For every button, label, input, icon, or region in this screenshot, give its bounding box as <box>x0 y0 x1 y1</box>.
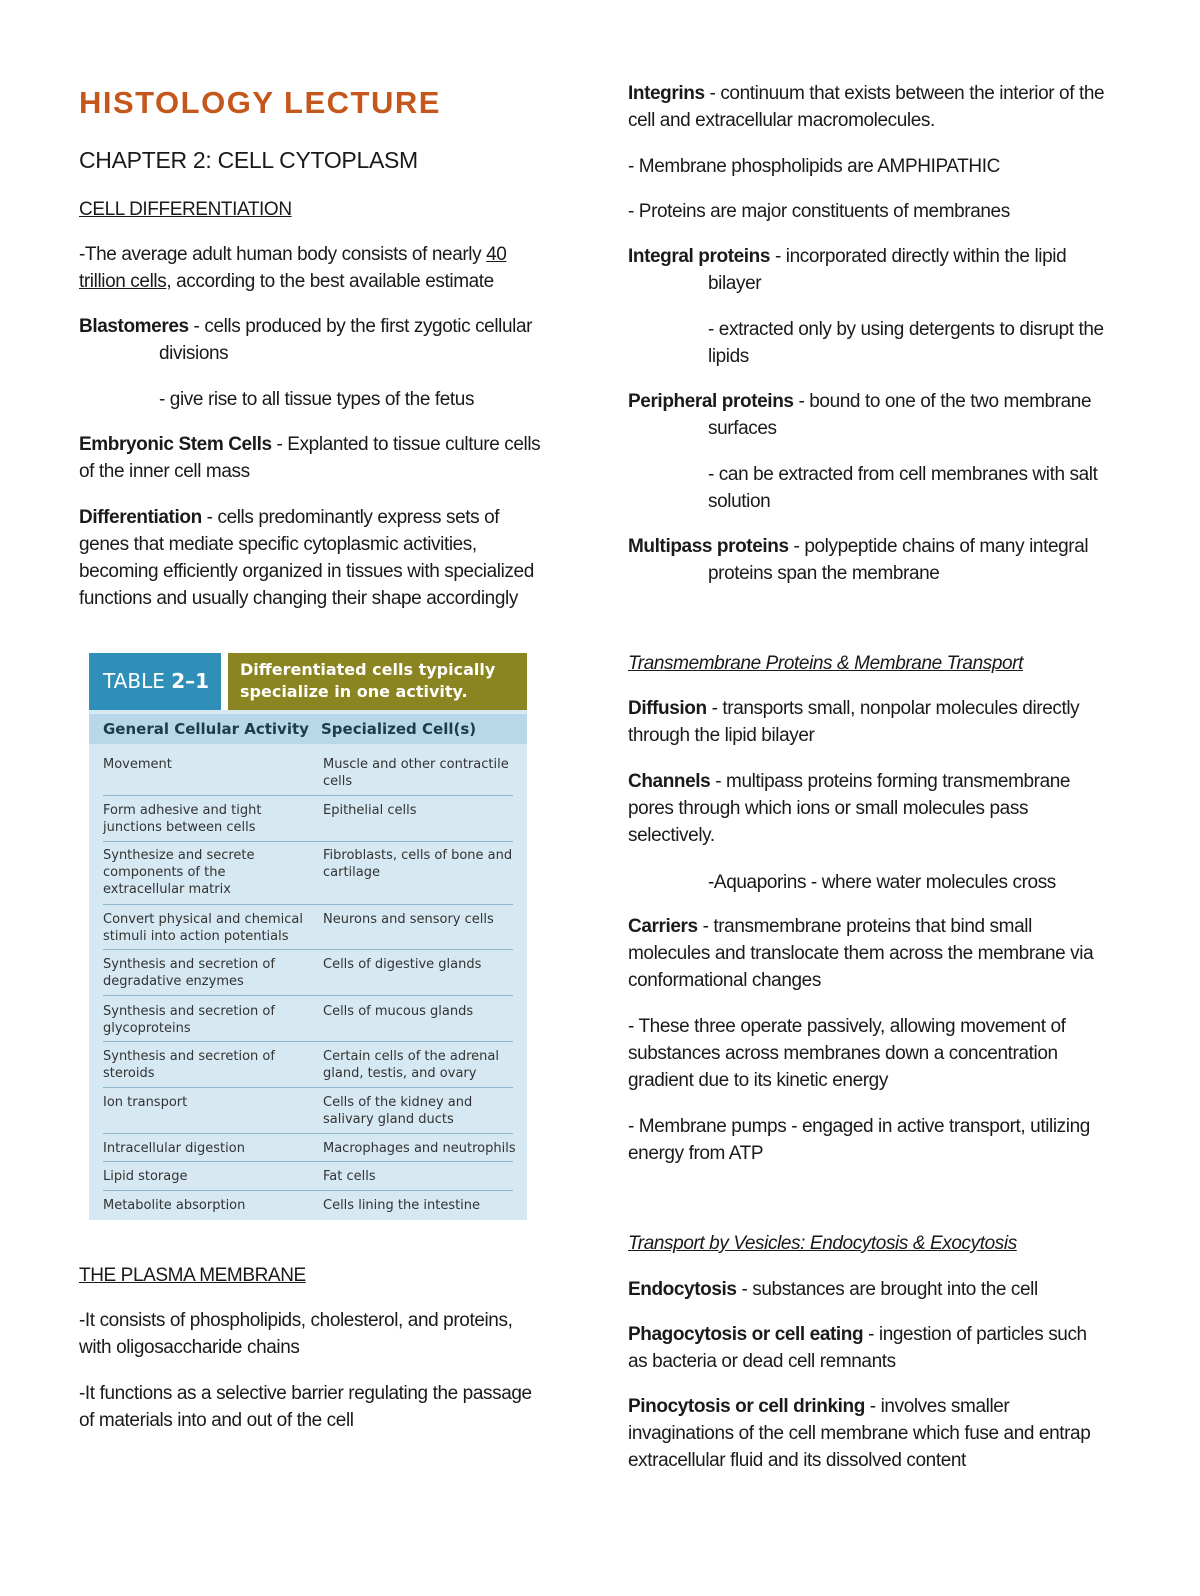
pinocytosis-term: Pinocytosis or cell drinking <box>628 1396 865 1417</box>
row-divider <box>103 1161 513 1162</box>
embryonic-stem-cells-definition <box>79 431 549 485</box>
table-cell-cells: Neurons and sensory cells <box>323 912 494 927</box>
cell-count-tail: , according to the best available estimate <box>166 271 494 292</box>
diffusion-term: Diffusion <box>628 698 707 719</box>
row-divider <box>103 795 513 796</box>
esc-term: Embryonic Stem Cells <box>79 434 272 455</box>
membrane-pumps-note: - Membrane pumps - engaged in active transport, utilizing energy from ATP <box>628 1116 1090 1164</box>
carriers-term: Carriers <box>628 916 698 937</box>
endocytosis-definition <box>628 1276 1108 1303</box>
differentiation-text: - cells predominantly express sets of genes that mediate specific cytoplasmic activities, becoming efficiently organized in tissues with specialized functions and usually changing their shape accordingly <box>79 507 534 609</box>
table-cell-activity: Synthesis and secretion of glycoproteins <box>103 1004 275 1036</box>
table-cell-cells: Certain cells of the adrenal gland, testis, and ovary <box>323 1049 499 1081</box>
table-cell-activity: Convert physical and chemical stimuli into action potentials <box>103 912 303 944</box>
table-cell-activity: Form adhesive and tight junctions between cells <box>103 803 262 835</box>
proteins-major-note: - Proteins are major constituents of membranes <box>628 201 1010 222</box>
vesicle-transport-heading: Transport by Vesicles: Endocytosis & Exocytosis <box>628 1233 1017 1254</box>
table-cell-activity: Synthesis and secretion of steroids <box>103 1049 275 1081</box>
integral-proteins-definition <box>628 243 1108 297</box>
row-divider <box>103 995 513 996</box>
phagocytosis-definition <box>628 1321 1108 1375</box>
blastomeres-extra: - give rise to all tissue types of the fetus <box>159 389 475 410</box>
plasma-membrane-function: -It functions as a selective barrier regulating the passage of materials into and out of the cell <box>79 1383 532 1431</box>
column-header-activity: General Cellular Activity <box>103 720 309 738</box>
table-number-prefix: TABLE <box>103 669 172 693</box>
channels-definition <box>628 768 1108 849</box>
endocytosis-text: - substances are brought into the cell <box>736 1279 1038 1300</box>
blastomeres-definition <box>79 313 549 367</box>
esc-text: - Explanted to tissue culture cells of the inner cell mass <box>79 434 541 482</box>
integral-proteins-extra: - extracted only by using detergents to disrupt the lipids <box>708 319 1104 367</box>
integrins-definition <box>628 80 1108 134</box>
table-number <box>89 653 221 710</box>
cell-count-underlined: 40 trillion cells <box>79 244 507 292</box>
table-cell-activity: Synthesize and secrete components of the extracellular matrix <box>103 848 255 897</box>
peripheral-proteins-term: Peripheral proteins <box>628 391 794 412</box>
integral-proteins-term: Integral proteins <box>628 246 771 267</box>
integral-proteins-text: - incorporated directly within the lipid bilayer <box>708 246 1067 294</box>
peripheral-proteins-text: - bound to one of the two membrane surfaces <box>708 391 1092 439</box>
blastomeres-term: Blastomeres <box>79 316 189 337</box>
column-header-cells: Specialized Cell(s) <box>321 720 477 738</box>
blastomeres-text: - cells produced by the first zygotic cellular divisions <box>159 316 533 364</box>
row-divider <box>103 1041 513 1042</box>
diffusion-definition <box>628 695 1108 749</box>
table-header <box>89 650 527 710</box>
table-cell-cells: Fat cells <box>323 1169 376 1184</box>
table-cell-activity: Synthesis and secretion of degradative enzymes <box>103 957 275 989</box>
row-divider <box>103 1133 513 1134</box>
row-divider <box>103 949 513 950</box>
table-cell-cells: Cells lining the intestine <box>323 1198 481 1213</box>
table-column-headers <box>89 714 527 744</box>
table-cell-cells: Cells of the kidney and salivary gland ducts <box>323 1095 473 1127</box>
peripheral-proteins-definition <box>628 388 1108 442</box>
chapter-heading: CHAPTER 2: CELL CYTOPLASM <box>79 147 418 173</box>
differentiation-term: Differentiation <box>79 507 202 528</box>
document-title: HISTOLOGY LECTURE <box>79 85 441 120</box>
row-divider <box>103 1190 513 1191</box>
table-cell-cells: Muscle and other contractile cells <box>323 757 509 789</box>
cell-differentiation-heading: CELL DIFFERENTIATION <box>79 199 292 220</box>
table-cell-cells: Cells of digestive glands <box>323 957 482 972</box>
row-divider <box>103 904 513 905</box>
table-caption: Differentiated cells typically specialize in one activity. <box>228 653 527 710</box>
differentiation-definition <box>79 504 549 612</box>
table-cell-activity: Lipid storage <box>103 1169 188 1184</box>
passive-transport-note: - These three operate passively, allowing movement of substances across membranes down a concentration gradient due to its kinetic energy <box>628 1016 1066 1091</box>
integrins-term: Integrins <box>628 83 705 104</box>
diffusion-text: - transports small, nonpolar molecules directly through the lipid bilayer <box>628 698 1080 746</box>
table-cell-cells: Fibroblasts, cells of bone and cartilage <box>323 848 513 880</box>
aquaporins-note: -Aquaporins - where water molecules cross <box>708 872 1056 893</box>
cell-count-text: -The average adult human body consists of nearly <box>79 244 487 265</box>
table-cell-cells: Epithelial cells <box>323 803 417 818</box>
cell-count-paragraph <box>79 241 549 295</box>
table-cell-cells: Cells of mucous glands <box>323 1004 474 1019</box>
plasma-membrane-heading: THE PLASMA MEMBRANE <box>79 1265 306 1286</box>
multipass-proteins-text: - polypeptide chains of many integral proteins span the membrane <box>708 536 1089 584</box>
row-divider <box>103 841 513 842</box>
channels-term: Channels <box>628 771 711 792</box>
row-divider <box>103 1087 513 1088</box>
integrins-text: - continuum that exists between the interior of the cell and extracellular macromolecules. <box>628 83 1105 131</box>
table-number-value: 2–1 <box>171 669 210 693</box>
table-cell-activity: Intracellular digestion <box>103 1141 245 1156</box>
channels-text: - multipass proteins forming transmembrane pores through which ions or small molecules pass selectively. <box>628 771 1071 846</box>
multipass-proteins-definition <box>628 533 1108 587</box>
peripheral-proteins-extra: - can be extracted from cell membranes with salt solution <box>708 464 1098 512</box>
table-cell-activity: Ion transport <box>103 1095 188 1110</box>
amphipathic-note: - Membrane phospholipids are AMPHIPATHIC <box>628 156 1000 177</box>
transmembrane-heading: Transmembrane Proteins & Membrane Transport <box>628 653 1023 674</box>
carriers-definition <box>628 913 1108 994</box>
pinocytosis-definition <box>628 1393 1108 1474</box>
endocytosis-term: Endocytosis <box>628 1279 737 1300</box>
table-cell-cells: Macrophages and neutrophils <box>323 1141 516 1156</box>
multipass-proteins-term: Multipass proteins <box>628 536 789 557</box>
pinocytosis-text: - involves smaller invaginations of the cell membrane which fuse and entrap extracellular fluid and its dissolved content <box>628 1396 1091 1471</box>
phagocytosis-term: Phagocytosis or cell eating <box>628 1324 864 1345</box>
plasma-membrane-composition: -It consists of phospholipids, cholesterol, and proteins, with oligosaccharide chains <box>79 1310 513 1358</box>
carriers-text: - transmembrane proteins that bind small molecules and translocate them across the membrane via conformational changes <box>628 916 1094 991</box>
phagocytosis-text: - ingestion of particles such as bacteria or dead cell remnants <box>628 1324 1087 1372</box>
table-cell-activity: Metabolite absorption <box>103 1198 246 1213</box>
table-cell-activity: Movement <box>103 757 172 772</box>
table-2-1 <box>89 650 527 1220</box>
